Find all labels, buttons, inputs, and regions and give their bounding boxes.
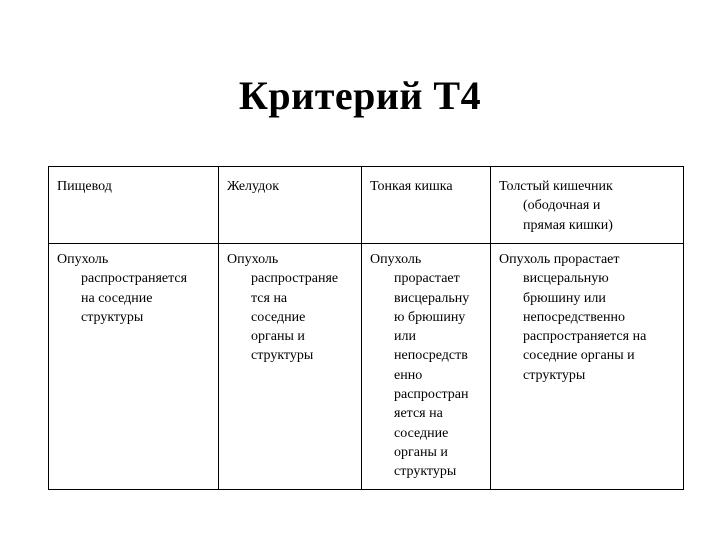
header-label: Пищевод <box>57 179 112 194</box>
table-row <box>49 244 684 490</box>
cell-text: Опухоль прорастает висцеральную брюшину или непосредственно распространяется на соседние органы и структуры <box>499 252 647 383</box>
cell-esophagus <box>49 244 219 490</box>
header-cell-small-intestine <box>362 167 491 244</box>
cell-text: Опухоль распространяе тся на соседние органы и структуры <box>227 252 339 364</box>
cell-small-intestine <box>362 244 491 490</box>
header-cell-stomach <box>219 167 362 244</box>
slide-title: Критерий Т4 <box>238 73 482 118</box>
cell-stomach <box>219 244 362 490</box>
cell-text: Опухоль прорастает висцеральну ю брюшину или непосредств енно распростран яется на соседние органы и структуры <box>370 252 470 480</box>
header-label: Тонкая кишка <box>370 179 453 194</box>
table-header-row <box>49 167 684 244</box>
cell-large-intestine <box>491 244 684 490</box>
header-label: Желудок <box>227 179 280 194</box>
header-cell-esophagus <box>49 167 219 244</box>
cell-text: Опухоль распространяется на соседние структуры <box>57 252 188 325</box>
header-cell-large-intestine <box>491 167 684 244</box>
criteria-table <box>48 166 684 490</box>
header-label: Толстый кишечник (ободочная и прямая кишки) <box>499 179 613 233</box>
